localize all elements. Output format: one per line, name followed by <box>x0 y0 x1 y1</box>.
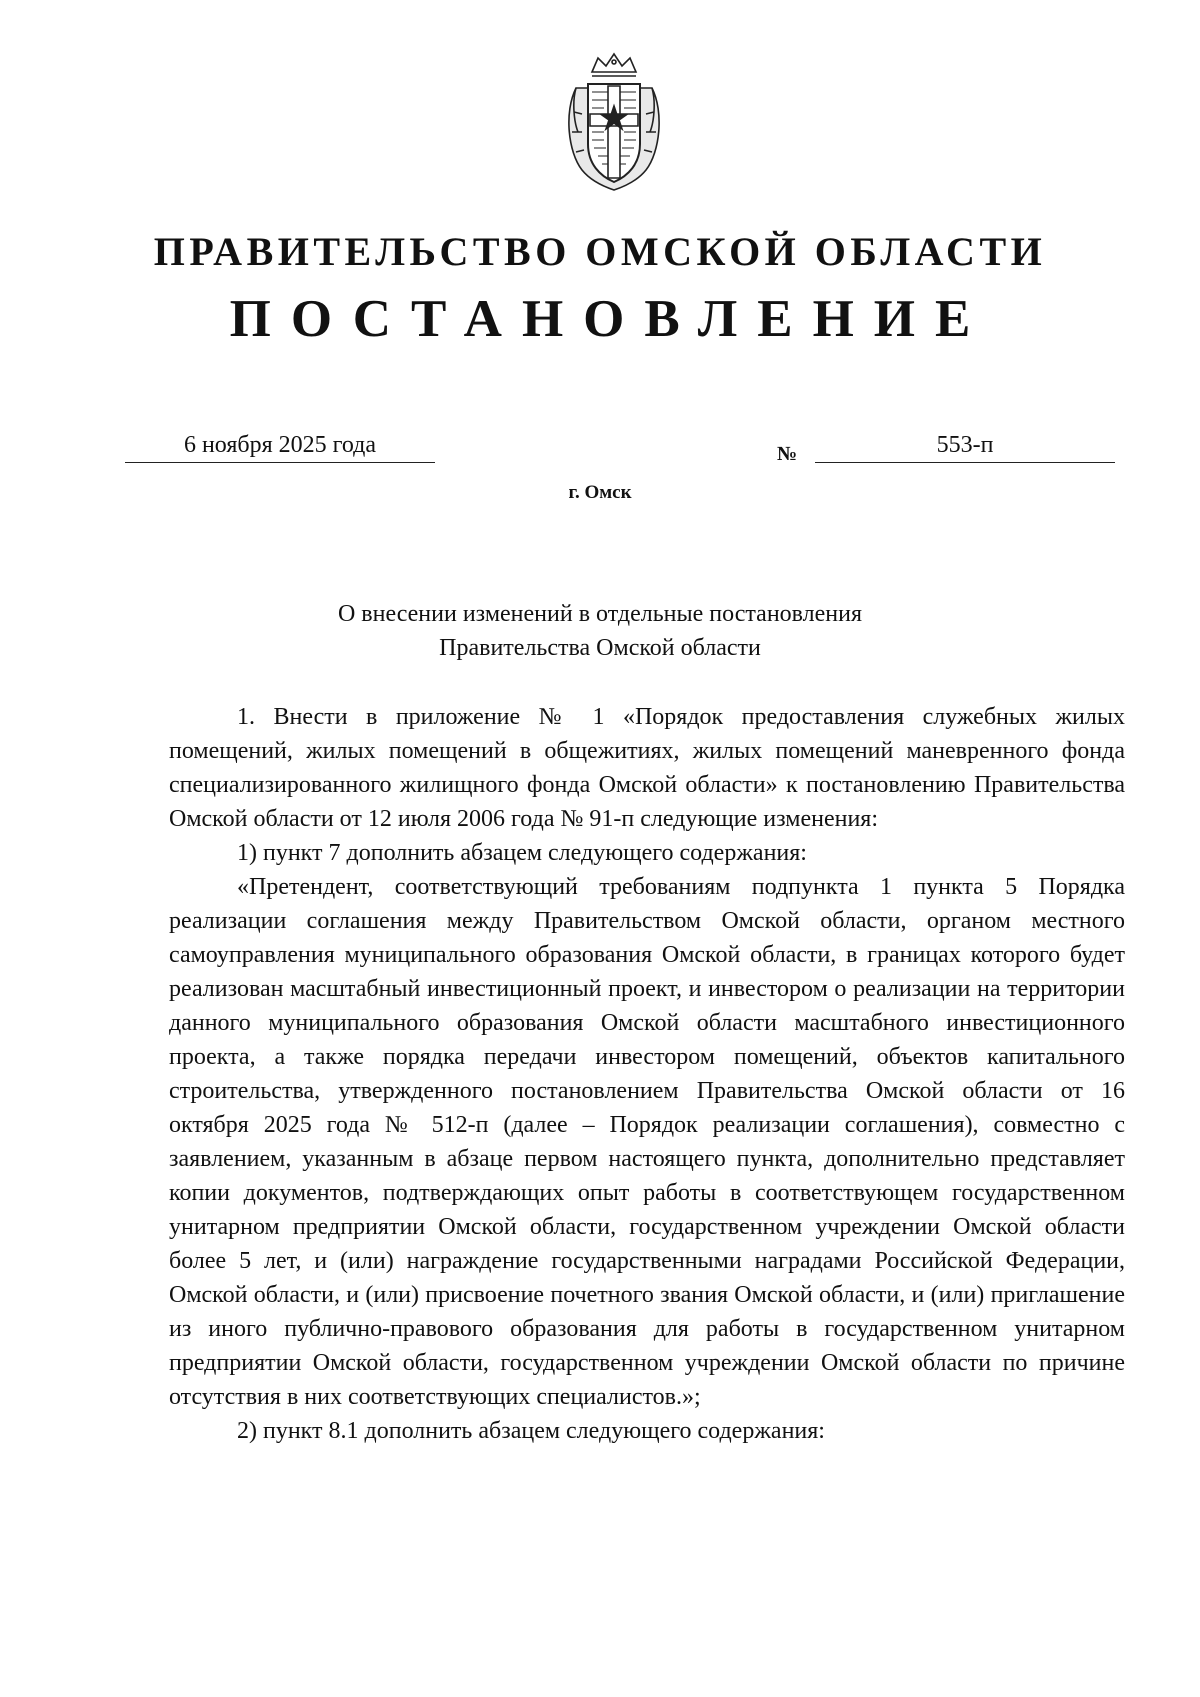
body-paragraph: 1) пункт 7 дополнить абзацем следующего содержания: <box>237 840 807 866</box>
number-sign: № <box>777 443 798 465</box>
body-paragraph: 1. Внести в приложение № 1 «Порядок предоставления служебных жилых помещений, жилых помещений в общежитиях, жилых помещений маневренного фонда специализированного жилищного фонда Омской области» к постановлению Правительства Омской области от 12 июля 2006 года № 91-п следующие изменения: <box>169 704 1125 832</box>
document-number: 553-п <box>815 428 1115 463</box>
document-type-title: ПОСТАНОВЛЕНИЕ <box>229 290 991 348</box>
document-body <box>169 700 1125 1448</box>
body-paragraph: «Претендент, соответствующий требованиям подпункта 1 пункта 5 Порядка реализации соглашения между Правительством Омской области, органом местного самоуправления муниципального образования Омской области, в границах которого будет реализован масштабный инвестиционный проект, и инвестором о реализации на территории данного муниципального образования Омской области масштабного инвестиционного проекта, а также порядка передачи инвестором помещений, объектов капитального строительства, утвержденного постановлением Правительства Омской области от 16 октября 2025 года № 512-п (далее – Порядок реализации соглашения), совместно с заявлением, указанным в абзаце первом настоящего пункта, дополнительно представляет копии документов, подтверждающих опыт работы в соответствующем государственном унитарном предприятии Омской области, государственном учреждении Омской области более 5 лет, и (или) награждение государственными наградами Российской Федерации, Омской области, и (или) присвоение почетного звания Омской области, и (или) приглашение из иного публично-правового образования для работы в государственном унитарном предприятии Омской области, государственном учреждении Омской области по причине отсутствия в них соответствующих специалистов.»; <box>169 874 1125 1410</box>
subject-line: О внесении изменений в отдельные постановления <box>337 601 863 627</box>
government-title: ПРАВИТЕЛЬСТВО ОМСКОЙ ОБЛАСТИ <box>153 229 1047 274</box>
document-subject <box>0 597 1200 665</box>
subject-line: Правительства Омской области <box>439 635 761 661</box>
document-date: 6 ноября 2025 года <box>125 428 435 463</box>
body-paragraph: 2) пункт 8.1 дополнить абзацем следующего содержания: <box>237 1418 825 1444</box>
omsk-coat-of-arms-icon <box>562 52 666 192</box>
city-label: г. Омск <box>568 482 632 503</box>
